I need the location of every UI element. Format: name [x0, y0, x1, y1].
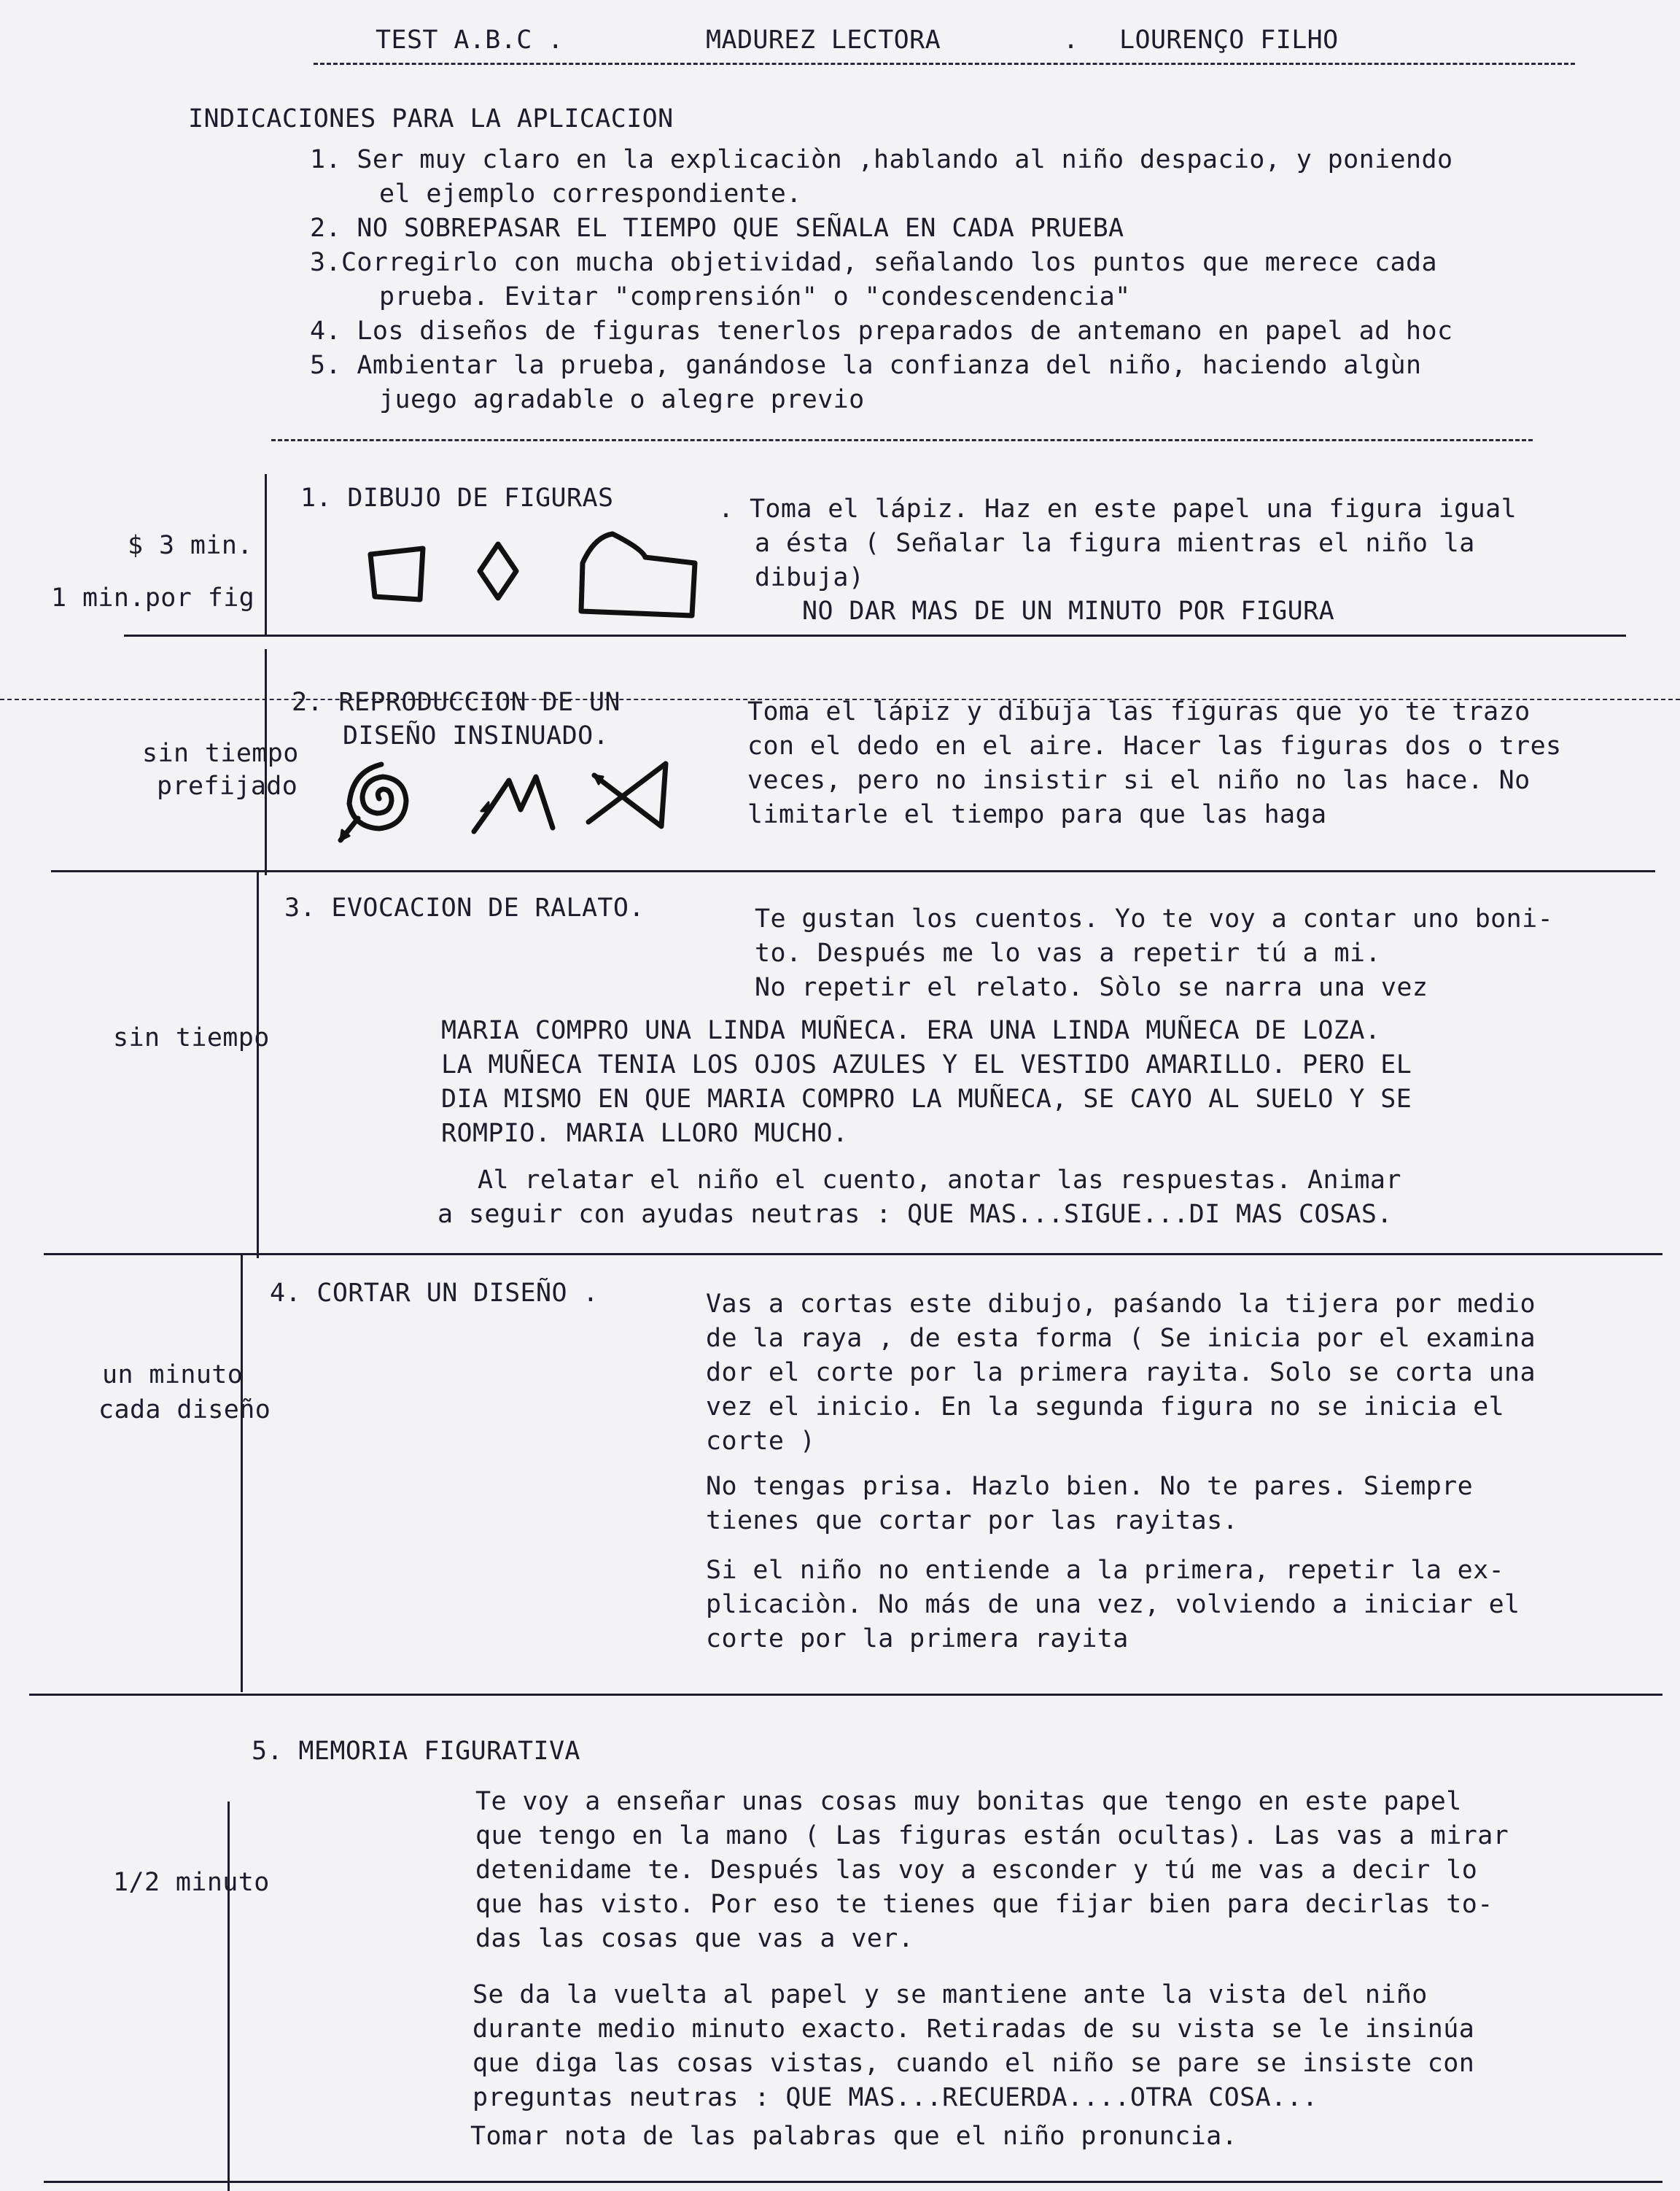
section-4-divider [29, 1694, 1662, 1696]
story-line: ROMPIO. MARIA LLORO MUCHO. [441, 1119, 849, 1148]
section-1-time: $ 3 min. [128, 531, 253, 560]
section-4-body [706, 1287, 1536, 1459]
section-4-line: tienes que cortar por las rayitas. [706, 1506, 1239, 1535]
instructions-list [310, 143, 1452, 417]
story-line: MARIA COMPRO UNA LINDA MUÑECA. ERA UNA LINDA MUÑECA DE LOZA. [441, 1016, 1381, 1045]
section-5-line: durante medio minuto exacto. Retiradas de su vista se le insinúa [472, 2014, 1475, 2044]
section-1-note: NO DAR MAS DE UN MINUTO POR FIGURA [802, 597, 1335, 626]
section-5-line: Tomar nota de las palabras que el niño pronuncia. [470, 2122, 1238, 2151]
story-line: DIA MISMO EN QUE MARIA COMPRO LA MUÑECA, SE CAYO AL SUELO Y SE [441, 1085, 1412, 1114]
section-3-after-line: a seguir con ayudas neutras : QUE MAS...SIGUE...DI MAS COSAS. [438, 1200, 1393, 1229]
section-2-divider [51, 870, 1655, 872]
section-1-divider [124, 635, 1626, 637]
instruction-1-cont: el ejemplo correspondiente. [379, 179, 802, 209]
instruction-2: 2. NO SOBREPASAR EL TIEMPO QUE SEÑALA EN CADA PRUEBA [310, 214, 1124, 243]
section-3-after-line: Al relatar el niño el cuento, anotar las respuestas. Animar [478, 1166, 1401, 1195]
section-4-paragraph-3 [706, 1554, 1520, 1656]
zigzag-figure-drawing [459, 759, 561, 839]
section-5-body [475, 1785, 1509, 1956]
section-4-margin-line [241, 1255, 243, 1692]
section-5-time: 1/2 minuto [113, 1868, 270, 1897]
section-5-line: preguntas neutras : QUE MAS...RECUERDA....OTRA COSA... [472, 2083, 1318, 2112]
section-4-line: de la raya , de esta forma ( Se inicia por el examina [706, 1324, 1536, 1353]
section-5-paragraph-3 [470, 2120, 1237, 2154]
section-3-divider [44, 1253, 1662, 1255]
section-3-after [438, 1163, 1401, 1232]
header-test: TEST A.B.C . [376, 26, 564, 55]
section-4-line: corte ) [706, 1427, 816, 1456]
instruction-5-cont: juego agradable o alegre previo [379, 385, 865, 414]
section-5-line: que diga las cosas vistas, cuando el niño se pare se insiste con [472, 2049, 1475, 2078]
section-4-line: plicaciòn. No más de una vez, volviendo a iniciar el [706, 1590, 1520, 1619]
section-1-line: dibuja) [755, 563, 865, 592]
figure-irregular-shape-drawing [572, 527, 711, 629]
section-2-body [747, 695, 1562, 832]
section-3-line: No repetir el relato. Sòlo se narra una vez [755, 973, 1428, 1002]
section-4-line: Si el niño no entiende a la primera, repetir la ex- [706, 1556, 1505, 1585]
section-3-time: sin tiempo [113, 1023, 270, 1052]
header-title: MADUREZ LECTORA [706, 26, 941, 55]
section-4-time-note: cada diseño [98, 1395, 271, 1424]
section-2-line: con el dedo en el aire. Hacer las figuras dos o tres [747, 732, 1562, 761]
section-5-margin-line [228, 1802, 230, 2191]
section-4-line: vez el inicio. En la segunda figura no se inicia el [706, 1392, 1505, 1422]
section-2-time: sin tiempo [142, 739, 299, 768]
bowtie-figure-drawing [580, 755, 682, 835]
section-1-body [755, 527, 1475, 595]
header-author: LOURENÇO FILHO [1119, 26, 1339, 55]
bottom-divider [44, 2181, 1662, 2183]
spiral-figure-drawing [332, 759, 434, 853]
section-4-time: un minuto [102, 1360, 244, 1389]
section-1-instruction: . Toma el lápiz. Haz en este papel una figura igual [718, 495, 1517, 524]
section-3-line: Te gustan los cuentos. Yo te voy a contar uno boni- [755, 904, 1554, 934]
story-line: LA MUÑECA TENIA LOS OJOS AZULES Y EL VESTIDO AMARILLO. PERO EL [441, 1050, 1412, 1079]
section-2-line: Toma el lápiz y dibuja las figuras que yo te trazo [747, 697, 1531, 726]
section-5-line: Se da la vuelta al papel y se mantiene ante la vista del niño [472, 1980, 1428, 2009]
section-5-line: que tengo en la mano ( Las figuras están ocultas). Las vas a mirar [475, 1821, 1509, 1850]
section-3-title: 3. EVOCACION DE RALATO. [284, 893, 645, 923]
section-2-time-note: prefijado [157, 772, 298, 801]
section-5-line: Te voy a enseñar unas cosas muy bonitas que tengo en este papel [475, 1787, 1462, 1816]
section-3-margin-line [257, 872, 259, 1258]
section-4-line: Vas a cortas este dibujo, paśando la tijera por medio [706, 1290, 1536, 1319]
section-2-line: limitarle el tiempo para que las haga [747, 800, 1327, 829]
instruction-3: 3.Corregirlo con mucha objetividad, señalando los puntos que merece cada [310, 248, 1437, 277]
instruction-4: 4. Los diseños de figuras tenerlos preparados de antemano en papel ad hoc [310, 317, 1453, 346]
section-5-title: 5. MEMORIA FIGURATIVA [252, 1737, 580, 1766]
section-3-body [755, 902, 1553, 1005]
section-4-line: dor el corte por la primera rayita. Solo se corta una [706, 1358, 1536, 1387]
section-2-title: 2. REPRODUCCION DE UN [292, 688, 621, 717]
section-2-title-cont: DISEÑO INSINUADO. [343, 721, 610, 751]
section-4-paragraph-2 [706, 1470, 1473, 1538]
section-1-title: 1. DIBUJO DE FIGURAS [300, 484, 614, 513]
section-1-margin-line [265, 474, 267, 635]
instructions-divider [271, 439, 1533, 441]
header-underline [314, 63, 1575, 65]
section-5-paragraph-2 [472, 1978, 1474, 2115]
section-4-line: corte por la primera rayita [706, 1624, 1129, 1653]
section-4-title: 4. CORTAR UN DISEÑO . [270, 1279, 599, 1308]
header-dot: . [1063, 26, 1079, 55]
instruction-3-cont: prueba. Evitar "comprensión" o "condescendencia" [379, 282, 1131, 311]
instructions-heading: INDICACIONES PARA LA APLICACION [188, 104, 674, 133]
figure-diamond-drawing [474, 538, 525, 611]
section-4-line: No tengas prisa. Hazlo bien. No te pares. Siempre [706, 1472, 1474, 1501]
section-5-line: das las cosas que vas a ver. [475, 1924, 914, 1953]
instruction-1: 1. Ser muy claro en la explicaciòn ,hablando al niño despacio, y poniendo [310, 145, 1453, 174]
section-3-line: to. Después me lo vas a repetir tú a mi. [755, 939, 1381, 968]
section-1-line: a ésta ( Señalar la figura mientras el niño la [755, 529, 1475, 558]
section-1-time-note: 1 min.por fig [51, 583, 255, 613]
section-5-line: que has visto. Por eso te tienes que fijar bien para decirlas to- [475, 1890, 1493, 1919]
figure-square-drawing [365, 541, 438, 614]
section-5-line: detenidame te. Después las voy a esconder y tú me vas a decir lo [475, 1855, 1478, 1885]
section-2-line: veces, pero no insistir si el niño no las hace. No [747, 766, 1531, 795]
section-3-story [441, 1014, 1412, 1151]
instruction-5: 5. Ambientar la prueba, ganándose la confianza del niño, haciendo algùn [310, 351, 1422, 380]
